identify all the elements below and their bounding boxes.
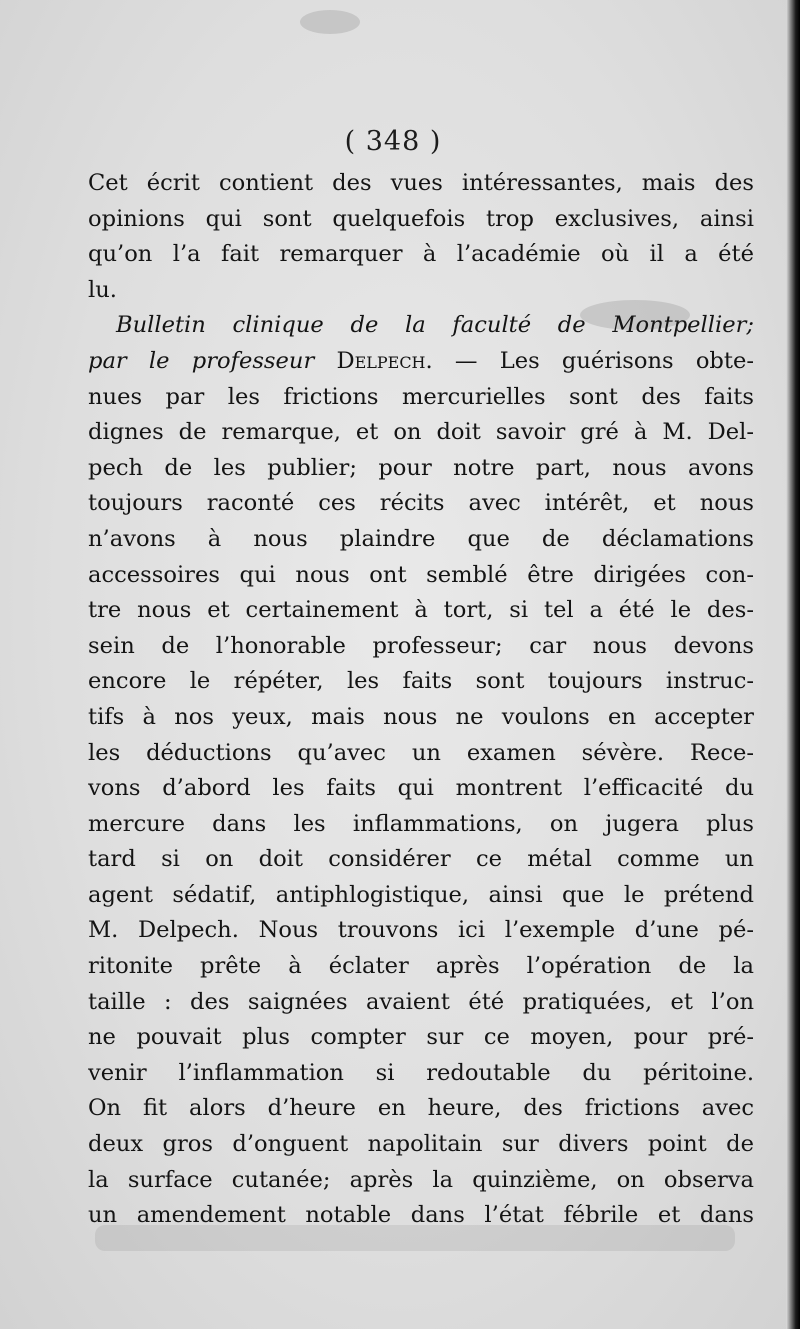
author-intro: par le professeur [88,347,315,374]
text-line: lu. [88,276,117,303]
text-line: tard si on doit considérer ce métal comme un [88,846,754,873]
text-line: deux gros d’onguent napolitain sur divers point de [88,1131,754,1158]
text-line: les déductions qu’avec un examen sévère. Rece- [88,739,754,766]
body-text [88,166,754,1234]
text-line: accessoires qui nous ont semblé être dirigées con- [88,561,754,588]
text-line: ne pouvait plus compter sur ce moyen, pour pré- [88,1024,754,1051]
text-line: pech de les publier; pour notre part, nous avons [88,454,754,481]
text-line: la surface cutanée; après la quinzième, on observa [88,1166,754,1193]
text-line: M. Delpech. Nous trouvons ici l’exemple d’une pé- [88,917,754,944]
author-name: Delpech [336,347,426,374]
text-line: dignes de remarque, et on doit savoir gré à M. Del- [88,419,754,446]
bulletin-title-line: Bulletin clinique de la faculté de Montpellier; [116,312,754,339]
text-line: venir l’inflammation si redoutable du péritoine. [88,1059,754,1086]
text-line: On fit alors d’heure en heure, des frictions avec [88,1095,754,1122]
text-fragment: . — Les guérisons obte- [425,347,754,374]
text-line: sein de l’honorable professeur; car nous devons [88,632,754,659]
text-line: nues par les frictions mercurielles sont des faits [88,383,754,410]
text-line: mercure dans les inflammations, on jugera plus [88,810,754,837]
text-line: toujours raconté ces récits avec intérêt, et nous [88,490,754,517]
paper-stain [300,10,360,34]
page-edge-shadow [786,0,800,1329]
text-line: taille : des saignées avaient été pratiquées, et l’on [88,988,754,1015]
text-line: opinions qui sont quelquefois trop exclusives, ainsi [88,205,754,232]
text-line: qu’on l’a fait remarquer à l’académie où il a été [88,241,754,268]
text-line: Cet écrit contient des vues intéressantes, mais des [88,170,754,196]
text-line: agent sédatif, antiphlogistique, ainsi que le prétend [88,881,754,908]
text-line: n’avons à nous plaindre que de déclamations [88,525,754,552]
page-number: ( 348 ) [344,126,442,157]
text-line [88,344,754,380]
text-line: vons d’abord les faits qui montrent l’efficacité du [88,775,754,802]
text-line: tre nous et certainement à tort, si tel a été le des- [88,597,754,624]
text-line: tifs à nos yeux, mais nous ne voulons en accepter [88,703,754,730]
text-line: encore le répéter, les faits sont toujours instruc- [88,668,754,695]
text-line: un amendement notable dans l’état fébrile et dans [88,1202,754,1229]
text-line: ritonite prête à éclater après l’opération de la [88,953,754,980]
